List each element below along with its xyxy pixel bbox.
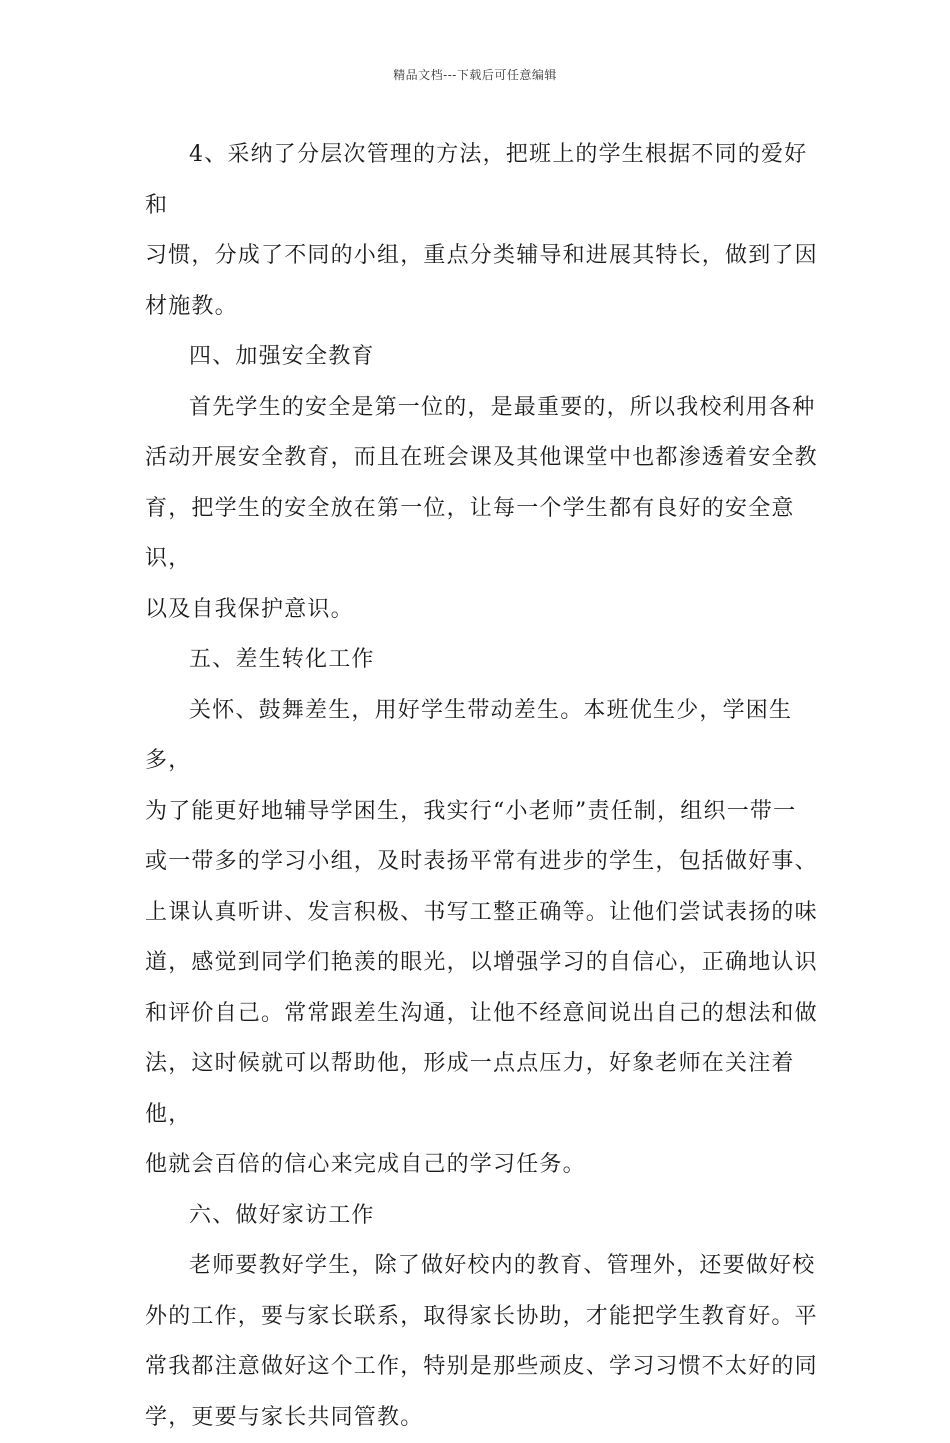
paragraph-line: 道，感觉到同学们艳羡的眼光，以增强学习的自信心，正确地认识 <box>145 938 825 989</box>
paragraph-line: 外的工作，要与家长联系，取得家长协助，才能把学生教育好。平 <box>145 1292 825 1343</box>
paragraph-line: 4、采纳了分层次管理的方法，把班上的学生根据不同的爱好和 <box>145 130 825 231</box>
paragraph-line: 关怀、鼓舞差生，用好学生带动差生。本班优生少，学困生多， <box>145 686 825 787</box>
section-heading-safety: 四、加强安全教育 <box>145 332 825 383</box>
section-heading-home-visits: 六、做好家访工作 <box>145 1191 825 1242</box>
paragraph-line: 老师要教好学生，除了做好校内的教育、管理外，还要做好校 <box>145 1241 825 1292</box>
paragraph-line: 以及自我保护意识。 <box>145 585 825 636</box>
paragraph-line: 上课认真听讲、发言积极、书写工整正确等。让他们尝试表扬的味 <box>145 888 825 939</box>
paragraph-student-improvement <box>145 686 825 1191</box>
paragraph-line: 首先学生的安全是第一位的，是最重要的，所以我校利用各种 <box>145 383 825 434</box>
paragraph-line: 学，更要与家长共同管教。 <box>145 1393 825 1443</box>
paragraph-home-visits <box>145 1241 825 1443</box>
paragraph-line: 和评价自己。常常跟差生沟通，让他不经意间说出自己的想法和做 <box>145 989 825 1040</box>
paragraph-line: 育，把学生的安全放在第一位，让每一个学生都有良好的安全意识， <box>145 484 825 585</box>
paragraph-line: 他就会百倍的信心来完成自己的学习任务。 <box>145 1140 825 1191</box>
paragraph-line: 或一带多的学习小组，及时表扬平常有进步的学生，包括做好事、 <box>145 837 825 888</box>
paragraph-line: 材施教。 <box>145 282 825 333</box>
section-heading-student-improvement: 五、差生转化工作 <box>145 635 825 686</box>
paragraph-line: 法，这时候就可以帮助他，形成一点点压力，好象老师在关注着他， <box>145 1039 825 1140</box>
document-body <box>145 130 825 1443</box>
paragraph-line: 习惯，分成了不同的小组，重点分类辅导和进展其特长，做到了因 <box>145 231 825 282</box>
paragraph-line: 为了能更好地辅导学困生，我实行“小老师”责任制，组织一带一 <box>145 787 825 838</box>
paragraph-item-4 <box>145 130 825 332</box>
paragraph-line: 常我都注意做好这个工作，特别是那些顽皮、学习习惯不太好的同 <box>145 1342 825 1393</box>
paragraph-safety <box>145 383 825 636</box>
page-header: 精品文档---下载后可任意编辑 <box>0 66 950 83</box>
paragraph-line: 活动开展安全教育，而且在班会课及其他课堂中也都渗透着安全教 <box>145 433 825 484</box>
